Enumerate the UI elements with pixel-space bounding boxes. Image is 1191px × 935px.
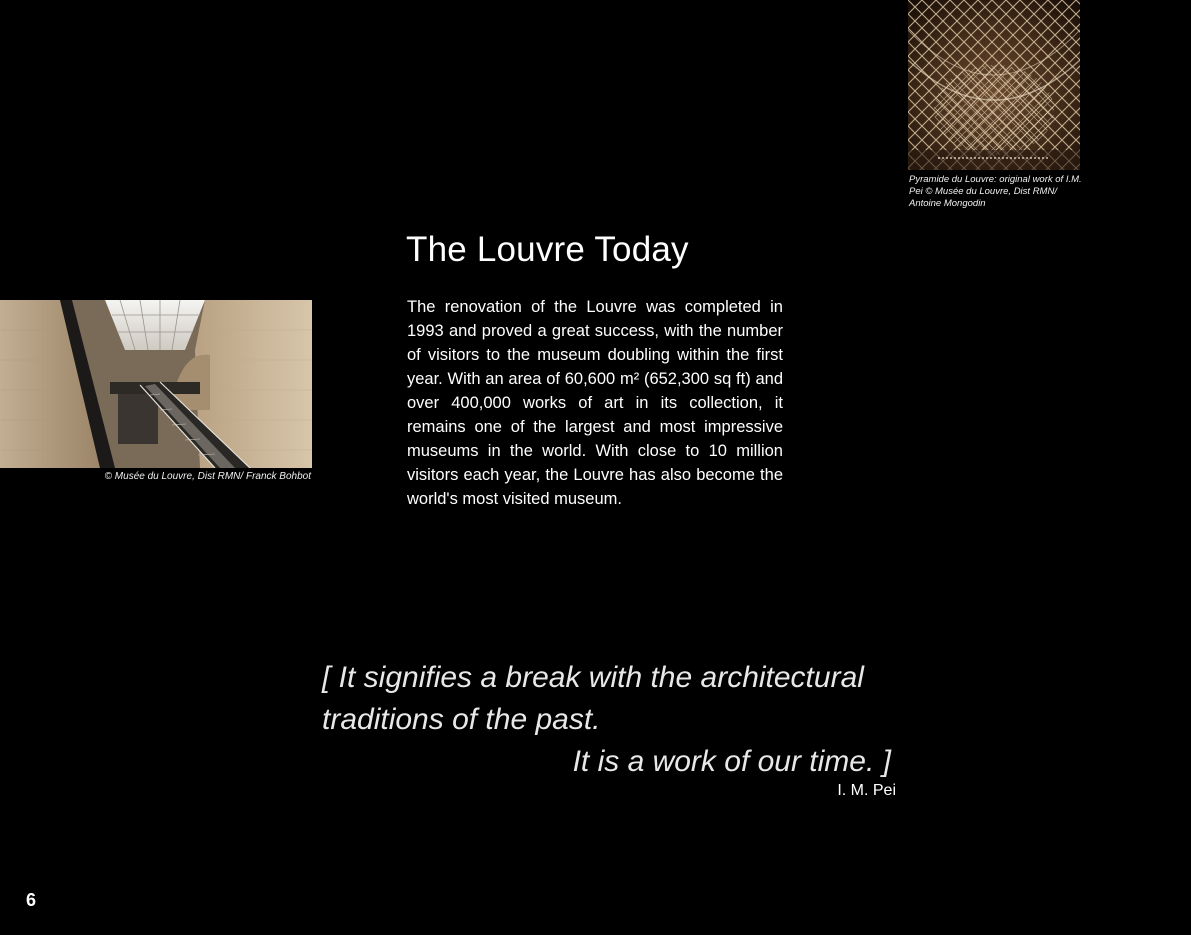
pyramid-lattice-image bbox=[908, 0, 1080, 170]
quote-author: I. M. Pei bbox=[837, 782, 896, 799]
escalator-image bbox=[0, 300, 312, 468]
escalator-photo-caption: © Musée du Louvre, Dist RMN/ Franck Bohbot bbox=[104, 471, 311, 482]
escalator-photo bbox=[0, 300, 312, 468]
pyramid-photo bbox=[908, 0, 1080, 170]
body-paragraph: The renovation of the Louvre was completed in 1993 and proved a great success, with the number of visitors to the museum doubling within the first year. With an area of 60,600 m² (652,300 sq ft) and over 400,000 works of art in its collection, it remains one of the largest and most impressive museums in the world. With close to 10 million visitors each year, the Louvre has also become the world's most visited museum. bbox=[407, 298, 783, 508]
quote-line-1: [ It signifies a break with the architectural bbox=[322, 661, 864, 694]
pyramid-photo-caption: Pyramide du Louvre: original work of I.M. Pei © Musée du Louvre, Dist RMN/ Antoine Mongodin bbox=[909, 174, 1082, 209]
quote-line-2: traditions of the past. bbox=[322, 703, 601, 736]
pull-quote bbox=[322, 657, 897, 783]
page-number: 6 bbox=[26, 890, 37, 910]
page-title: The Louvre Today bbox=[406, 230, 689, 269]
quote-line-3: It is a work of our time. ] bbox=[572, 745, 891, 778]
